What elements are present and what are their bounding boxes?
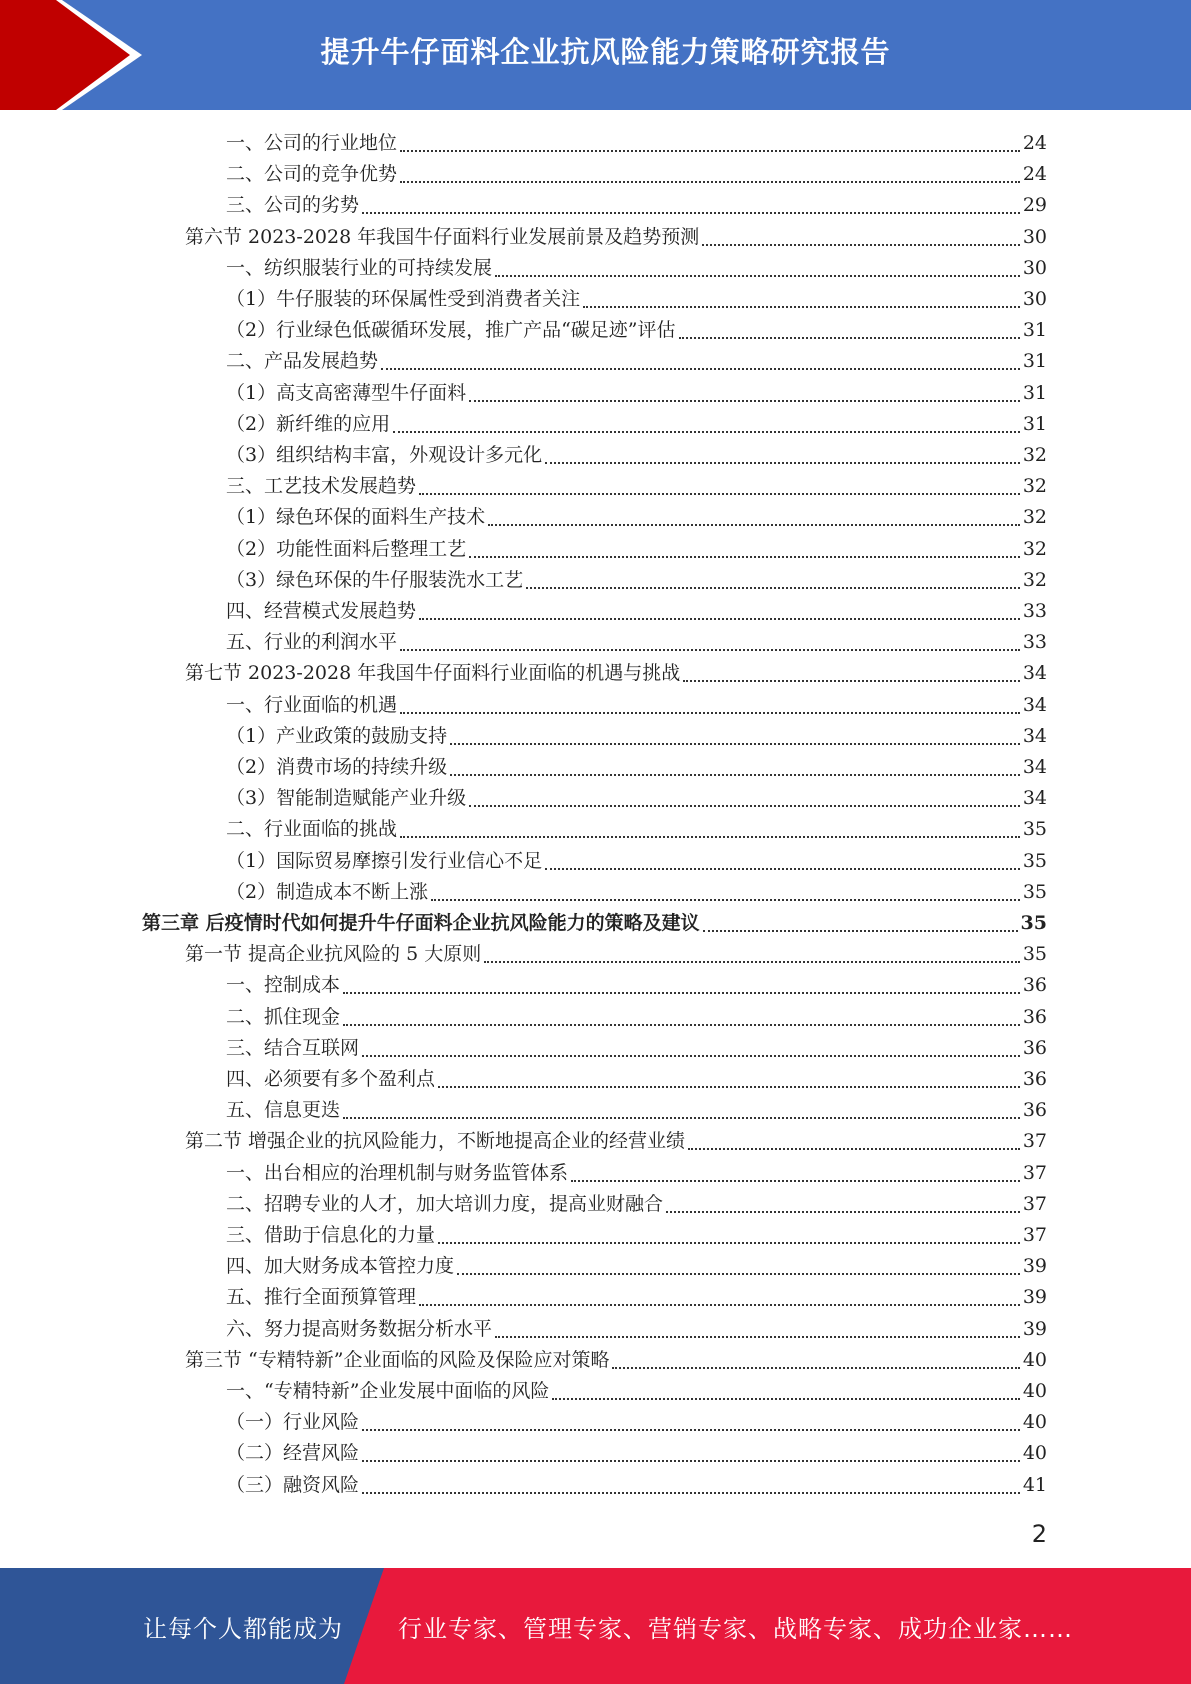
toc-entry-title: 二、公司的竞争优势 <box>226 163 398 186</box>
toc-entry[interactable] <box>226 690 1047 721</box>
toc-entry-page: 40 <box>1022 1442 1047 1465</box>
toc-dot-leader <box>495 271 1020 277</box>
toc-dot-leader <box>703 926 1018 932</box>
toc-dot-leader <box>438 1082 1020 1088</box>
toc-entry-title: （1）牛仔服装的环保属性受到消费者关注 <box>226 288 581 310</box>
toc-entry-title: 一、纺织服装行业的可持续发展 <box>226 256 493 279</box>
toc-dot-leader <box>666 1207 1020 1213</box>
toc-entry[interactable] <box>226 1376 1047 1407</box>
toc-entry[interactable] <box>226 502 1047 533</box>
toc-entry-title: （3）绿色环保的牛仔服装洗水工艺 <box>226 568 524 591</box>
toc-entry-title: （1）国际贸易摩擦引发行业信心不足 <box>226 849 543 872</box>
footer-bar <box>0 1568 1191 1684</box>
toc-entry-page: 39 <box>1022 1255 1047 1278</box>
toc-entry-page: 35 <box>1022 849 1047 872</box>
toc-dot-leader <box>381 364 1020 370</box>
toc-entry-title: （2）消费市场的持续升级 <box>226 756 448 778</box>
toc-entry-page: 35 <box>1022 880 1047 903</box>
toc-dot-leader <box>400 177 1020 183</box>
toc-dot-leader <box>419 489 1020 495</box>
toc-entry[interactable] <box>185 939 1047 970</box>
toc-entry-title: 第七节 2023-2028 年我国牛仔面料行业面临的机遇与挑战 <box>185 662 681 685</box>
toc-entry[interactable] <box>226 1033 1047 1064</box>
toc-entry[interactable] <box>185 658 1047 689</box>
toc-entry-title: 二、产品发展趋势 <box>226 350 379 373</box>
toc-entry-page: 30 <box>1022 256 1047 279</box>
toc-entry-title: 第三节 “专精特新”企业面临的风险及保险应对策略 <box>185 1348 610 1371</box>
toc-entry[interactable] <box>226 1189 1047 1220</box>
toc-entry[interactable] <box>226 378 1047 409</box>
toc-entry-title: 一、出台相应的治理机制与财务监管体系 <box>226 1161 569 1184</box>
toc-dot-leader <box>362 1456 1020 1462</box>
toc-entry-title: 三、工艺技术发展趋势 <box>226 475 417 498</box>
toc-entry-page: 24 <box>1022 163 1047 186</box>
toc-dot-leader <box>343 1020 1020 1026</box>
toc-dot-leader <box>419 614 1020 620</box>
toc-dot-leader <box>343 988 1020 994</box>
toc-entry-title: （一）行业风险 <box>226 1411 360 1434</box>
toc-entry[interactable] <box>185 1345 1047 1376</box>
toc-entry[interactable] <box>226 970 1047 1001</box>
toc-entry[interactable] <box>226 1407 1047 1438</box>
toc-dot-leader <box>495 1332 1020 1338</box>
report-title: 提升牛仔面料企业抗风险能力策略研究报告 <box>320 34 891 69</box>
toc-dot-leader <box>702 240 1020 246</box>
toc-entry-title: （2）行业绿色低碳循环发展，推广产品“碳足迹”评估 <box>226 319 676 342</box>
toc-entry-title: 五、行业的利润水平 <box>226 631 398 654</box>
toc-dot-leader <box>450 770 1020 776</box>
toc-entry[interactable] <box>226 814 1047 845</box>
toc-entry[interactable] <box>226 159 1047 190</box>
toc-dot-leader <box>571 1176 1020 1182</box>
toc-entry[interactable] <box>226 253 1047 284</box>
toc-entry-page: 40 <box>1022 1348 1047 1371</box>
toc-dot-leader <box>362 208 1020 214</box>
toc-entry-title: （1）绿色环保的面料生产技术 <box>226 506 486 529</box>
toc-entry-title: 第六节 2023-2028 年我国牛仔面料行业发展前景及趋势预测 <box>185 225 700 248</box>
toc-entry-title: 二、抓住现金 <box>226 1005 341 1028</box>
toc-entry-title: （2）功能性面料后整理工艺 <box>226 537 467 560</box>
toc-entry[interactable] <box>226 596 1047 627</box>
toc-entry-title: 六、努力提高财务数据分析水平 <box>226 1317 493 1340</box>
toc-entry[interactable] <box>142 908 1047 939</box>
toc-dot-leader <box>526 583 1020 589</box>
toc-entry-page: 37 <box>1022 1192 1047 1215</box>
toc-entry-title: 二、行业面临的挑战 <box>226 818 398 841</box>
toc-entry-title: 第二节 增强企业的抗风险能力，不断地提高企业的经营业绩 <box>185 1130 686 1153</box>
toc-entry[interactable] <box>185 1126 1047 1157</box>
toc-dot-leader <box>438 1238 1020 1244</box>
toc-entry-title: （1）高支高密薄型牛仔面料 <box>226 381 467 404</box>
toc-entry-title: （3）组织结构丰富，外观设计多元化 <box>226 444 543 466</box>
toc-entry-page: 32 <box>1022 506 1047 529</box>
toc-entry-page: 35 <box>1022 818 1047 841</box>
toc-entry-title: 一、行业面临的机遇 <box>226 693 398 716</box>
toc-dot-leader <box>362 1425 1020 1431</box>
toc-entry-title: 一、控制成本 <box>226 974 341 997</box>
toc-entry-title: 二、招聘专业的人才，加大培训力度，提高业财融合 <box>226 1192 664 1215</box>
toc-dot-leader <box>688 1144 1020 1150</box>
toc-entry-title: 第一节 提高企业抗风险的 5 大原则 <box>185 943 482 966</box>
toc-entry-page: 39 <box>1022 1317 1047 1340</box>
toc-entry-title: 五、推行全面预算管理 <box>226 1286 417 1309</box>
toc-dot-leader <box>488 520 1020 526</box>
toc-entry[interactable] <box>226 1220 1047 1251</box>
toc-entry-page: 41 <box>1022 1473 1047 1496</box>
toc-entry[interactable] <box>226 1095 1047 1126</box>
toc-entry-page: 40 <box>1022 1380 1047 1402</box>
toc-entry-page: 37 <box>1022 1224 1047 1246</box>
toc-entry[interactable] <box>226 565 1047 596</box>
toc-dot-leader <box>612 1363 1019 1369</box>
toc-entry-title: （二）经营风险 <box>226 1442 360 1465</box>
toc-entry-page: 34 <box>1022 756 1047 778</box>
toc-entry[interactable] <box>226 1438 1047 1469</box>
toc-dot-leader <box>683 676 1020 682</box>
toc-entry-title: 第三章 后疫情时代如何提升牛仔面料企业抗风险能力的策略及建议 <box>142 912 700 934</box>
toc-entry-title: 四、加大财务成本管控力度 <box>226 1255 455 1278</box>
toc-entry-title: 一、“专精特新”企业发展中面临的风险 <box>226 1380 550 1402</box>
toc-entry-title: 四、经营模式发展趋势 <box>226 600 417 622</box>
toc-entry[interactable] <box>226 877 1047 908</box>
toc-entry-page: 30 <box>1022 225 1047 248</box>
toc-entry-title: 三、结合互联网 <box>226 1036 360 1059</box>
toc-entry-page: 34 <box>1022 693 1047 716</box>
toc-dot-leader <box>400 645 1020 651</box>
toc-dot-leader <box>679 333 1020 339</box>
toc-entry-page: 29 <box>1022 194 1047 217</box>
toc-dot-leader <box>393 427 1020 433</box>
toc-dot-leader <box>400 146 1020 152</box>
toc-dot-leader <box>583 302 1020 308</box>
toc-entry-title: （1）产业政策的鼓励支持 <box>226 724 448 747</box>
toc-dot-leader <box>431 895 1020 901</box>
toc-entry-page: 36 <box>1022 974 1047 997</box>
toc-entry-page: 32 <box>1022 537 1047 560</box>
toc-dot-leader <box>469 552 1020 558</box>
toc-entry-page: 37 <box>1022 1130 1047 1153</box>
toc-dot-leader <box>400 708 1020 714</box>
toc-entry-page: 36 <box>1022 1099 1047 1122</box>
toc-entry-page: 33 <box>1022 631 1047 654</box>
toc-dot-leader <box>552 1394 1019 1400</box>
toc-entry-title: （2）新纤维的应用 <box>226 412 391 435</box>
footer-slogan: 让每个人都能成为 <box>143 1614 343 1643</box>
toc-entry[interactable] <box>226 1002 1047 1033</box>
toc-entry-page: 32 <box>1022 444 1047 466</box>
toc-entry-page: 35 <box>1022 943 1047 966</box>
toc-dot-leader <box>545 864 1020 870</box>
toc-entry-page: 36 <box>1022 1068 1047 1090</box>
toc-entry-page: 31 <box>1022 319 1047 342</box>
toc-entry-page: 33 <box>1022 600 1047 622</box>
toc-dot-leader <box>400 832 1020 838</box>
toc-entry-title: （3）智能制造赋能产业升级 <box>226 787 467 810</box>
toc-dot-leader <box>362 1051 1020 1057</box>
toc-entry[interactable] <box>226 752 1047 783</box>
toc-entry[interactable] <box>185 222 1047 253</box>
toc-entry[interactable] <box>226 315 1047 346</box>
toc-dot-leader <box>469 396 1020 402</box>
toc-entry-title: 一、公司的行业地位 <box>226 132 398 154</box>
toc-dot-leader <box>457 1269 1020 1275</box>
toc-entry[interactable] <box>226 190 1047 221</box>
toc-entry-title: （三）融资风险 <box>226 1473 360 1496</box>
toc-entry[interactable] <box>226 721 1047 752</box>
toc-entry-page: 37 <box>1022 1161 1047 1184</box>
toc-dot-leader <box>343 1113 1020 1119</box>
toc-entry-page: 24 <box>1022 132 1047 154</box>
toc-entry[interactable] <box>226 783 1047 814</box>
toc-entry-title: 三、借助于信息化的力量 <box>226 1224 436 1246</box>
toc-dot-leader <box>450 739 1020 745</box>
toc-dot-leader <box>469 801 1020 807</box>
toc-entry[interactable] <box>226 409 1047 440</box>
toc-entry-page: 34 <box>1022 662 1047 685</box>
toc-entry-page: 36 <box>1022 1005 1047 1028</box>
toc-entry-page: 32 <box>1022 475 1047 498</box>
toc-entry[interactable] <box>226 284 1047 315</box>
toc-entry-page: 36 <box>1022 1036 1047 1059</box>
toc-entry-title: 三、公司的劣势 <box>226 194 360 217</box>
footer-roles: 行业专家、管理专家、营销专家、战略专家、成功企业家…… <box>398 1614 1073 1643</box>
toc-entry-page: 31 <box>1022 412 1047 435</box>
toc-entry[interactable] <box>226 1064 1047 1095</box>
toc-entry-page: 30 <box>1022 288 1047 310</box>
toc-entry-title: （2）制造成本不断上涨 <box>226 880 429 903</box>
toc-entry[interactable] <box>226 128 1047 159</box>
toc-entry[interactable] <box>226 534 1047 565</box>
toc-entry-title: 五、信息更迭 <box>226 1099 341 1122</box>
toc-entry-page: 35 <box>1020 912 1047 934</box>
toc-entry[interactable] <box>226 346 1047 377</box>
toc-entry-title: 四、必须要有多个盈利点 <box>226 1068 436 1090</box>
toc-entry-page: 34 <box>1022 724 1047 747</box>
toc-dot-leader <box>362 1488 1020 1494</box>
toc-entry-page: 32 <box>1022 568 1047 591</box>
toc-entry[interactable] <box>226 627 1047 658</box>
toc-entry-page: 31 <box>1022 381 1047 404</box>
toc-dot-leader <box>419 1300 1020 1306</box>
header-bar <box>0 0 1191 110</box>
page-number: 2 <box>1031 1520 1047 1548</box>
toc-entry[interactable] <box>226 1251 1047 1282</box>
toc-entry-page: 31 <box>1022 350 1047 373</box>
toc-entry-page: 40 <box>1022 1411 1047 1434</box>
toc-entry[interactable] <box>226 1282 1047 1313</box>
toc-entry[interactable] <box>226 471 1047 502</box>
toc-entry[interactable] <box>226 1314 1047 1345</box>
toc-entry[interactable] <box>226 440 1047 471</box>
toc-dot-leader <box>545 458 1020 464</box>
toc-dot-leader <box>484 957 1020 963</box>
toc-entry-page: 39 <box>1022 1286 1047 1309</box>
toc-entry-page: 34 <box>1022 787 1047 810</box>
toc-entry[interactable] <box>226 1470 1047 1501</box>
toc-entry[interactable] <box>226 1158 1047 1189</box>
toc-entry[interactable] <box>226 846 1047 877</box>
